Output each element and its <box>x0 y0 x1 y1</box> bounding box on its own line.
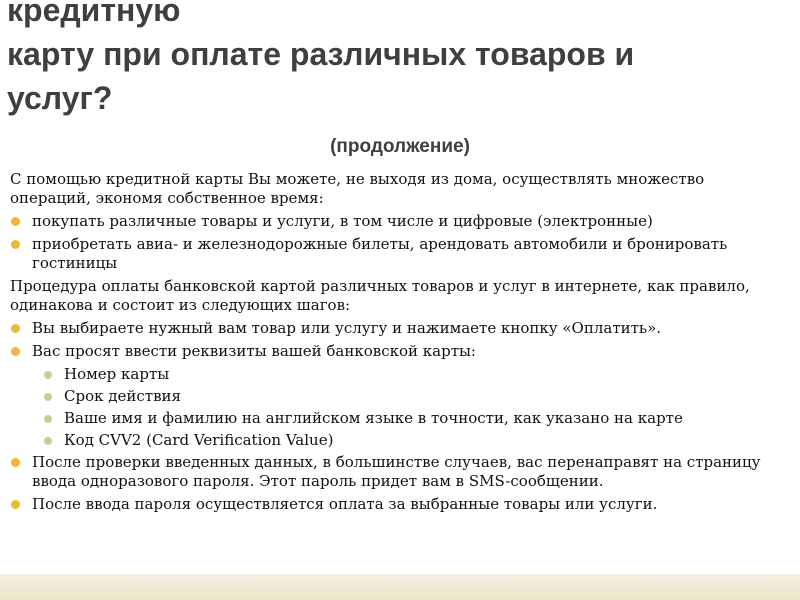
sub-list-item <box>10 365 785 384</box>
bullet-icon <box>11 458 20 467</box>
step-item <box>10 342 785 361</box>
slide-title <box>7 0 797 120</box>
intro-paragraph: С помощью кредитной карты Вы можете, не выходя из дома, осуществлять множество операций, экономя собственное время: <box>10 170 705 207</box>
step-text: Вы выбираете нужный вам товар или услугу и нажимаете кнопку «Оплатить». <box>32 319 662 337</box>
sub-bullet-icon <box>44 437 52 445</box>
footer-band <box>0 574 800 600</box>
list-item-text: покупать различные товары и услуги, в том числе и цифровые (электронные) <box>32 212 653 230</box>
sub-bullet-icon <box>44 371 52 379</box>
list-item-text: приобретать авиа- и железнодорожные билеты, арендовать автомобили и бронировать гостиницы <box>32 235 728 272</box>
step-item <box>10 495 785 514</box>
bullet-icon <box>11 324 20 333</box>
list-item <box>10 212 785 231</box>
sub-list-item <box>10 431 785 450</box>
bullet-icon <box>11 347 20 356</box>
step-item <box>10 453 785 491</box>
bullet-icon <box>11 240 20 249</box>
list-item <box>10 235 785 273</box>
bullet-icon <box>11 500 20 509</box>
slide-content <box>10 170 785 518</box>
procedure-paragraph: Процедура оплаты банковской картой различных товаров и услуг в интернете, как правило, одинакова и состоит из следующих шагов: <box>10 277 750 314</box>
sub-list-item <box>10 409 785 428</box>
title-line-3: услуг? <box>7 80 113 116</box>
step-text: После проверки введенных данных, в большинстве случаев, вас перенаправят на страницу ввода одноразового пароля. Этот пароль придет вам в SMS-сообщении. <box>32 453 761 490</box>
sub-bullet-icon <box>44 415 52 423</box>
sub-list-item-text: Срок действия <box>64 387 181 405</box>
step-item <box>10 319 785 338</box>
step-text: Вас просят ввести реквизиты вашей банковской карты: <box>32 342 476 360</box>
bullet-icon <box>11 217 20 226</box>
title-line-1: кредитную <box>7 0 181 28</box>
sub-list-item <box>10 387 785 406</box>
slide-subtitle: (продолжение) <box>330 136 470 157</box>
sub-list-item-text: Номер карты <box>64 365 170 383</box>
sub-bullet-icon <box>44 393 52 401</box>
sub-list-item-text: Код CVV2 (Card Verification Value) <box>64 431 334 449</box>
title-line-2: карту при оплате различных товаров и <box>7 36 635 72</box>
step-text: После ввода пароля осуществляется оплата за выбранные товары или услуги. <box>32 495 658 513</box>
sub-list-item-text: Ваше имя и фамилию на английском языке в точности, как указано на карте <box>64 409 683 427</box>
